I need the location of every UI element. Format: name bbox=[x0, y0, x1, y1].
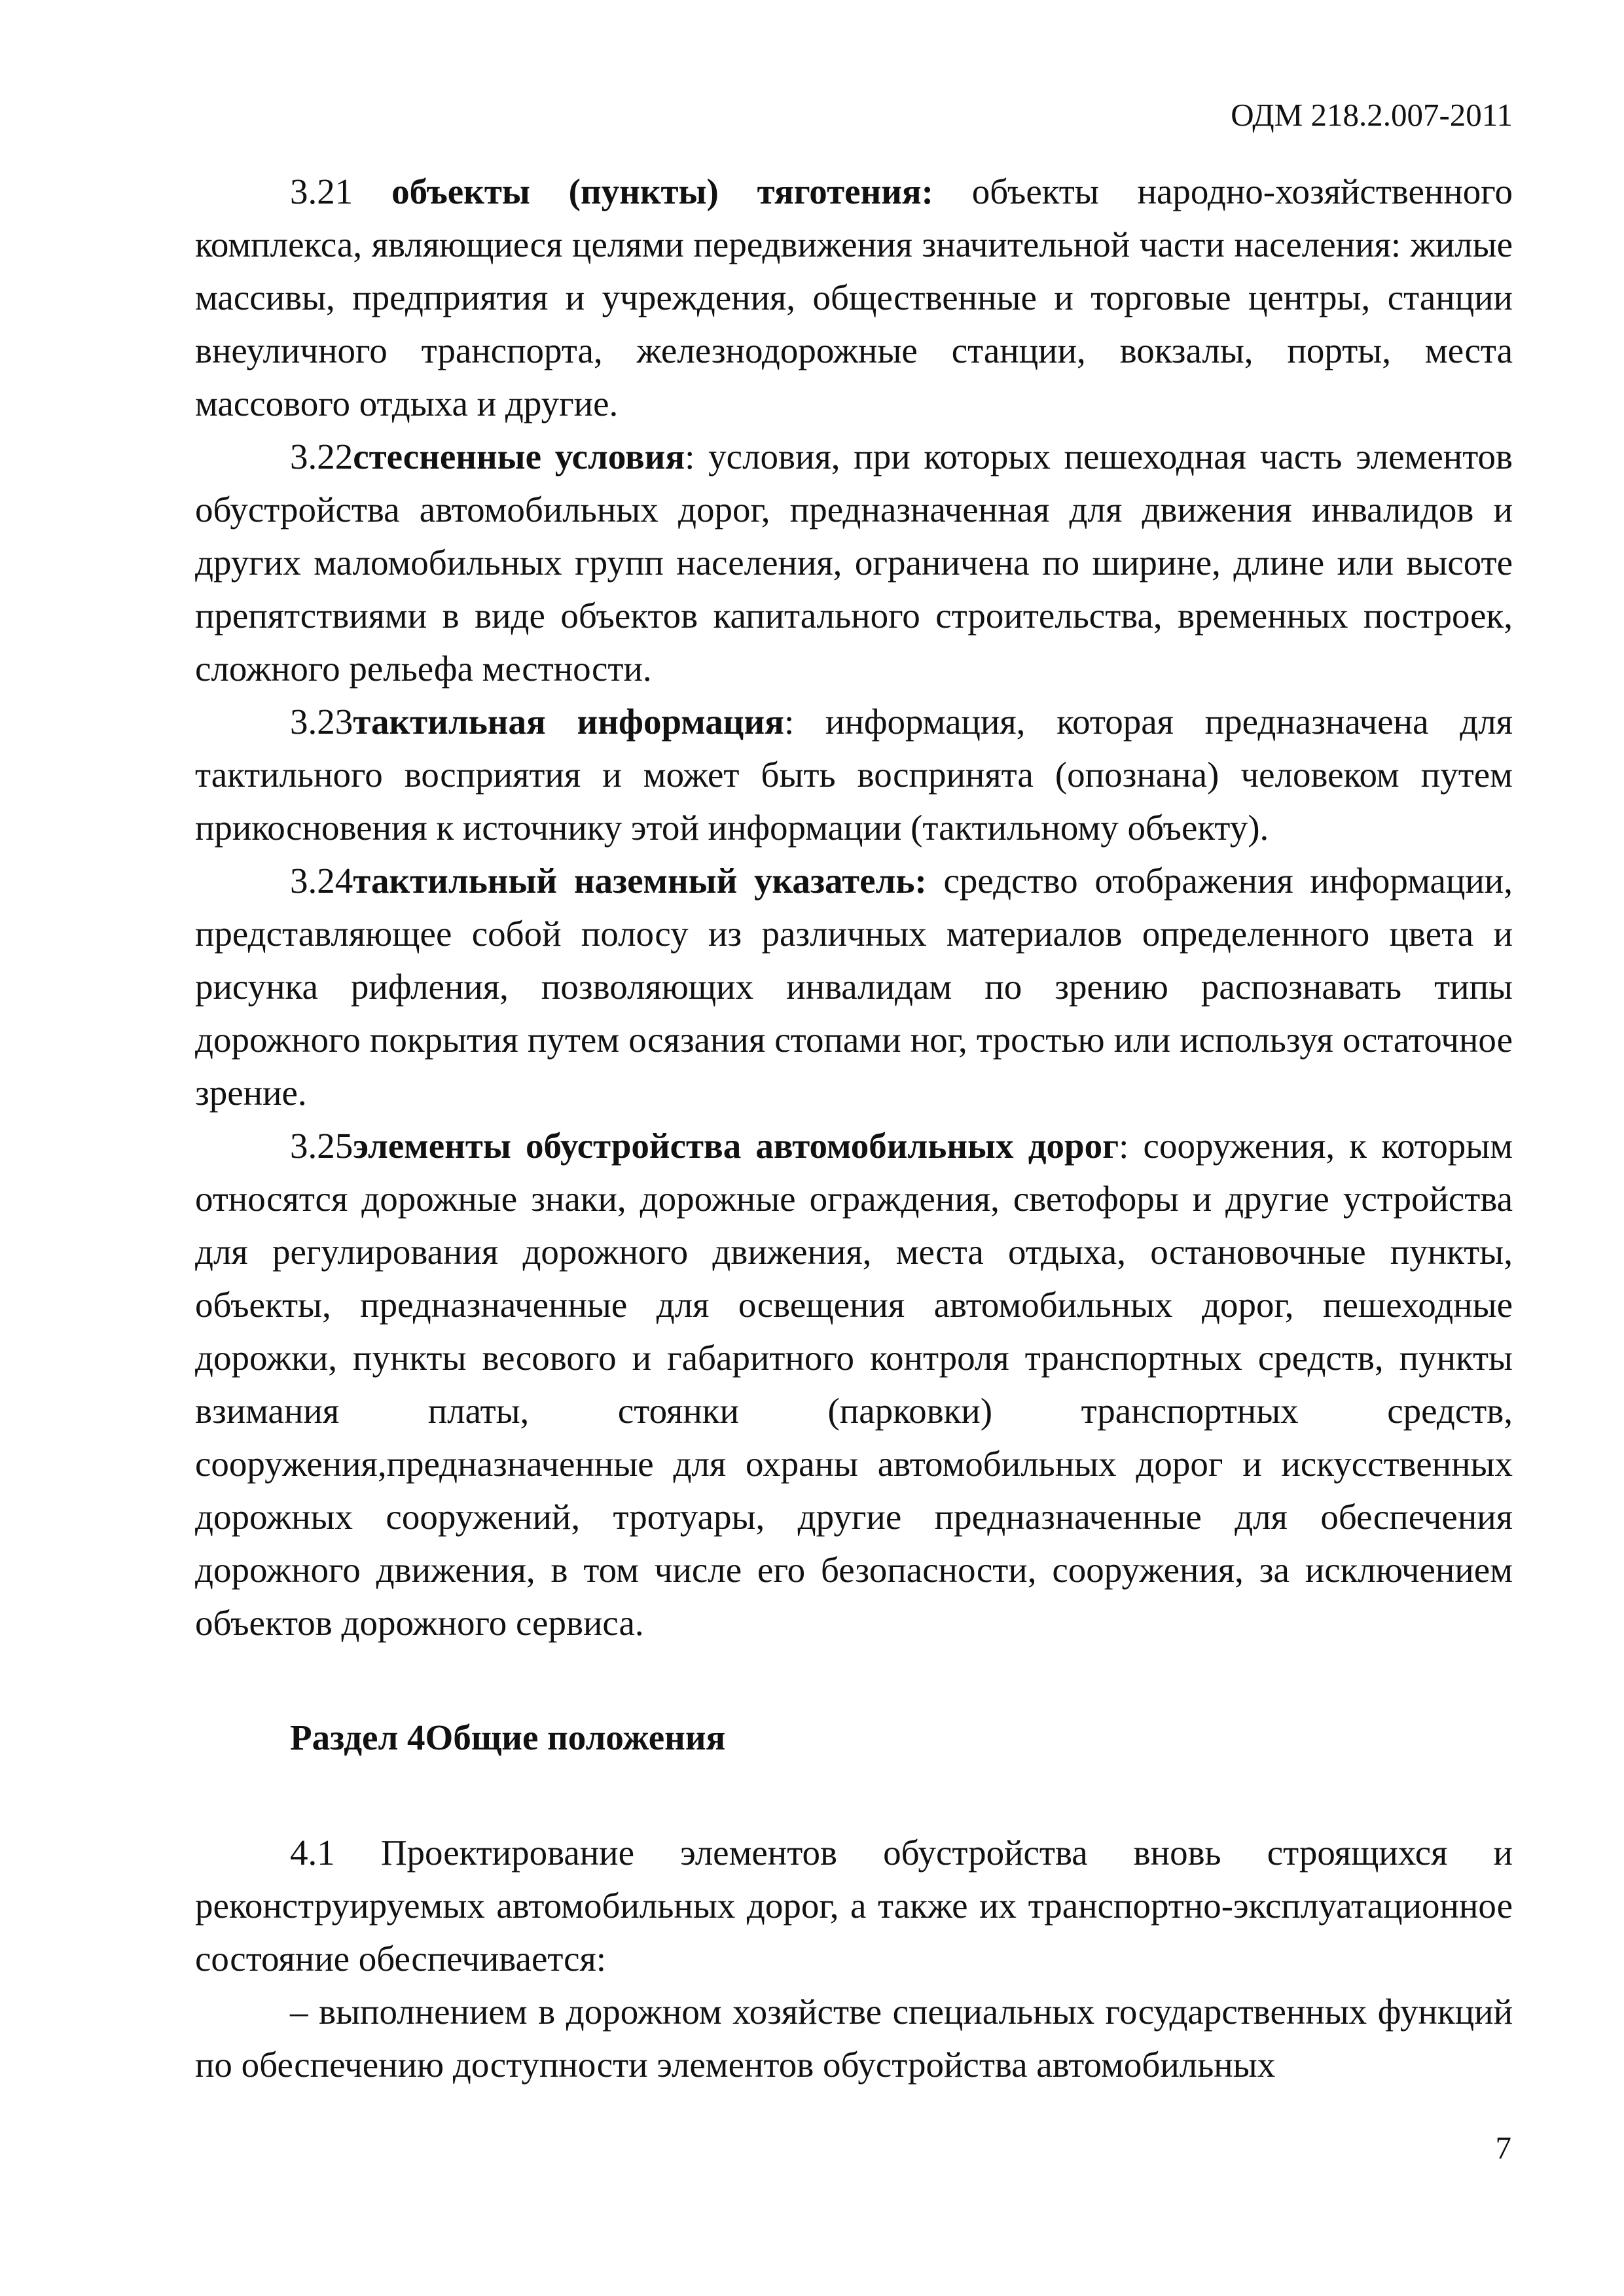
defined-term: стесненные условия bbox=[353, 437, 685, 476]
defined-term: элементы обустройства автомобильных дорог bbox=[353, 1126, 1119, 1166]
definition-paragraph bbox=[195, 854, 1513, 1119]
section-paragraph: 4.1 Проектирование элементов обустройства вновь строящихся и реконструируемых автомобильных дорог, а также их транспортно-эксплуатационное состояние обеспечивается: bbox=[195, 1833, 1513, 1979]
definition-text: : условия, при которых пешеходная часть элементов обустройства автомобильных дорог, предназначенная для движения инвалидов и других маломобильных групп населения, ограничена по ширине, длине или высоте препятствиями в виде объектов капитального строительства, временных построек, сложного рельефа местности. bbox=[195, 437, 1513, 689]
document-code: ОДМ 218.2.007-2011 bbox=[1231, 97, 1513, 133]
definition-text: : сооружения, к которым относятся дорожные знаки, дорожные ограждения, светофоры и другие устройства для регулирования дорожного движения, места отдыха, остановочные пункты, объекты, предназначенные для освещения автомобильных дорог, пешеходные дорожки, пункты весового и габаритного контроля транспортных средств, пункты взимания платы, стоянки (парковки) транспортных средств, сооружения,предназначенные для охраны автомобильных дорог и искусственных дорожных сооружений, тротуары, другие предназначенные для обеспечения дорожного движения, в том числе его безопасности, сооружения, за исключением объектов дорожного сервиса. bbox=[195, 1126, 1513, 1643]
defined-term: тактильный наземный указатель: bbox=[353, 861, 927, 901]
defined-term: тактильная информация bbox=[353, 702, 784, 742]
page-body bbox=[195, 165, 1513, 2091]
definition-text: средство отображения информации, представляющее собой полосу из различных материалов определенного цвета и рисунка рифления, позволяющих инвалидам по зрению распознавать типы дорожного покрытия путем осязания стопами ног, тростью или используя остаточное зрение. bbox=[195, 861, 1513, 1113]
clause-number: 3.23 bbox=[290, 702, 353, 742]
definition-text: : информация, которая предназначена для тактильного восприятия и может быть воспринята (опознана) человеком путем прикосновения к источнику этой информации (тактильному объекту). bbox=[195, 702, 1513, 848]
definition-paragraph bbox=[195, 430, 1513, 695]
clause-number: 3.24 bbox=[290, 861, 353, 901]
definition-paragraph bbox=[195, 1119, 1513, 1649]
clause-number: 3.25 bbox=[290, 1126, 353, 1166]
definition-paragraph bbox=[195, 165, 1513, 430]
section-heading: Раздел 4Общие положения bbox=[290, 1717, 726, 1757]
defined-term: объекты (пункты) тяготения: bbox=[391, 171, 933, 211]
clause-number: 3.21 bbox=[290, 171, 392, 211]
section-paragraph: – выполнением в дорожном хозяйстве специальных государственных функций по обеспечению доступности элементов обустройства автомобильных bbox=[195, 1992, 1513, 2085]
clause-number: 3.22 bbox=[290, 437, 353, 476]
definition-paragraph bbox=[195, 695, 1513, 854]
page-number: 7 bbox=[1495, 2130, 1511, 2166]
definition-text: объекты народно-хозяйственного комплекса, являющиеся целями передвижения значительной части населения: жилые массивы, предприятия и учреждения, общественные и торговые центры, станции внеуличного транспорта, железнодорожные станции, вокзалы, порты, места массового отдыха и другие. bbox=[195, 171, 1513, 423]
